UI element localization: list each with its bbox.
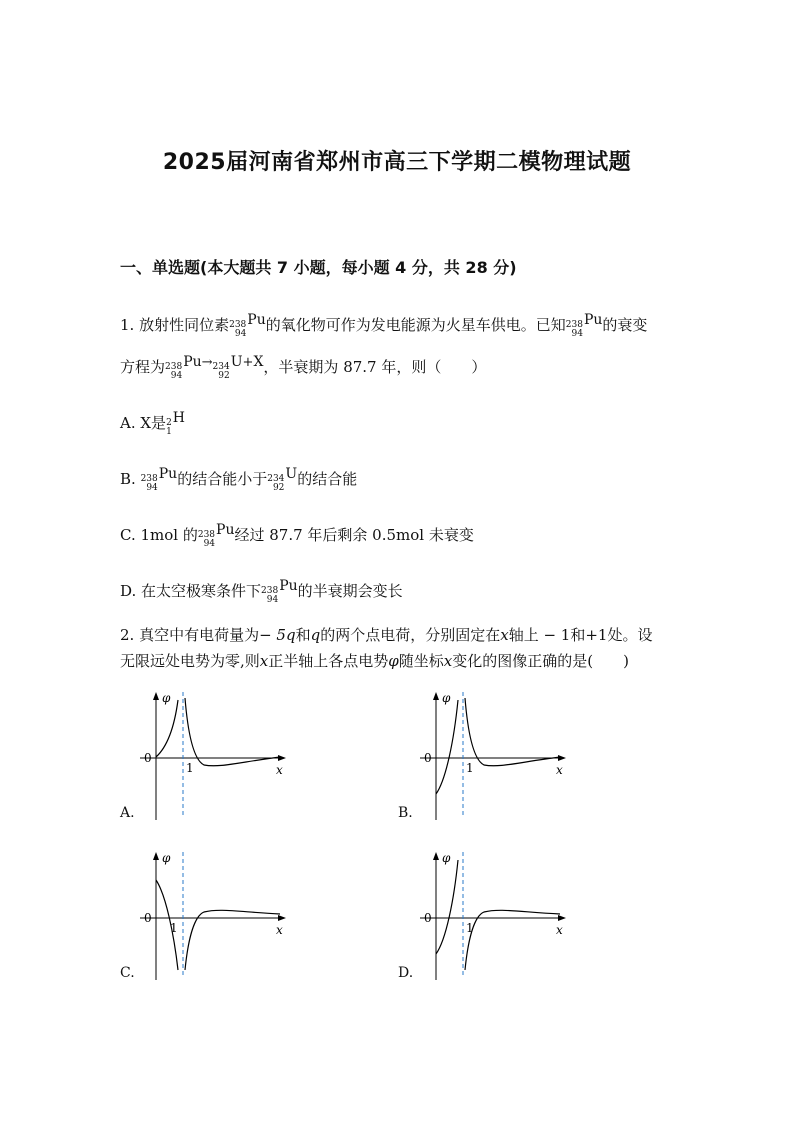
graph-a [140, 690, 310, 820]
q1-text-3: 的衰变 [602, 316, 648, 334]
q1-text-5: ，半衰期为 87.7 年，则（ ） [263, 358, 487, 376]
x-axis-arrow [558, 915, 566, 921]
q1-number: 1. [120, 316, 135, 334]
origin-label: 0 [424, 751, 432, 765]
plus-sign: + [242, 355, 254, 370]
q1-text-2: 的氧化物可作为发电能源为火星车供电。已知 [265, 316, 566, 334]
graph-c-label: C. [120, 965, 135, 981]
x-axis-arrow [558, 755, 566, 761]
phi-axis-label: φ [162, 851, 171, 865]
tick-1-label: 1 [170, 921, 178, 935]
origin-label: 0 [144, 911, 152, 925]
tick-1-label: 1 [466, 761, 474, 775]
graph-d [420, 850, 590, 980]
potential-curve [436, 860, 458, 954]
y-axis-arrow [433, 852, 439, 860]
tick-1-label: 1 [186, 761, 194, 775]
x-axis-label: x [556, 923, 563, 937]
nuclide-u: 234 92 U [267, 466, 298, 493]
q1-line2 [120, 354, 486, 381]
potential-curve [185, 698, 280, 766]
q1-option-b: B. 238 94 Pu的结合能小于 234 92 U的结合能 [120, 466, 358, 493]
particle-x: X [253, 354, 264, 370]
page-title: 2025届河南省郑州市高三下学期二模物理试题 [162, 150, 632, 175]
nuclide-pu: 238 94 Pu [261, 578, 298, 605]
graph-c [140, 850, 310, 980]
phi-axis-label: φ [162, 691, 171, 705]
charge-q: q [310, 626, 321, 644]
graph-b [420, 690, 590, 820]
y-axis-arrow [153, 852, 159, 860]
nuclide-pu: 238 94 Pu [165, 354, 202, 381]
potential-curve [185, 910, 280, 970]
graph-b-label: B. [398, 805, 413, 821]
potential-curve [465, 910, 560, 970]
y-axis-arrow [153, 692, 159, 700]
decay-arrow: → [201, 355, 213, 370]
nuclide-pu: 238 94 Pu [229, 312, 266, 339]
section-heading: 一、单选题(本大题共 7 小题，每小题 4 分，共 28 分) [120, 258, 517, 277]
y-axis-arrow [433, 692, 439, 700]
q1-option-d: D. 在太空极寒条件下 238 94 Pu的半衰期会变长 [120, 578, 403, 605]
nuclide-u: 234 92 U [212, 354, 243, 381]
q2-line2: 无限远处电势为零,则x正半轴上各点电势φ随坐标x变化的图像正确的是( ) [120, 652, 629, 670]
origin-label: 0 [424, 911, 432, 925]
potential-curve [465, 698, 560, 766]
phi-axis-label: φ [442, 851, 451, 865]
charge-neg5q: − 5q [259, 626, 296, 644]
x-axis-label: x [556, 763, 563, 777]
q1-text-4: 方程为 [120, 358, 166, 376]
nuclide-h: 2 1 H [166, 410, 186, 437]
x-axis-label: x [276, 923, 283, 937]
tick-1-label: 1 [466, 921, 474, 935]
nuclide-pu: 238 94 Pu [565, 312, 603, 339]
x-axis-arrow [278, 915, 286, 921]
q1-option-a: A. X是 2 1 H [120, 410, 186, 437]
potential-curve [156, 700, 178, 757]
nuclide-pu: 238 94 Pu [140, 466, 178, 493]
origin-label: 0 [144, 751, 152, 765]
q2-line1: 2. 真空中有电荷量为− 5q和q的两个点电荷，分别固定在x轴上 − 1和+1处。设 [120, 626, 653, 644]
q1-option-c: C. 1mol 的 238 94 Pu经过 87.7 年后剩余 0.5mol 未衰变 [120, 522, 474, 549]
x-axis-label: x [276, 763, 283, 777]
potential-curve [436, 700, 458, 794]
q1-line1 [120, 312, 647, 339]
q1-text-1: 放射性同位素 [139, 316, 230, 334]
phi-axis-label: φ [442, 691, 451, 705]
graph-d-label: D. [398, 965, 414, 981]
nuclide-pu: 238 94 Pu [197, 522, 235, 549]
x-axis-arrow [278, 755, 286, 761]
graph-a-label: A. [120, 805, 135, 821]
